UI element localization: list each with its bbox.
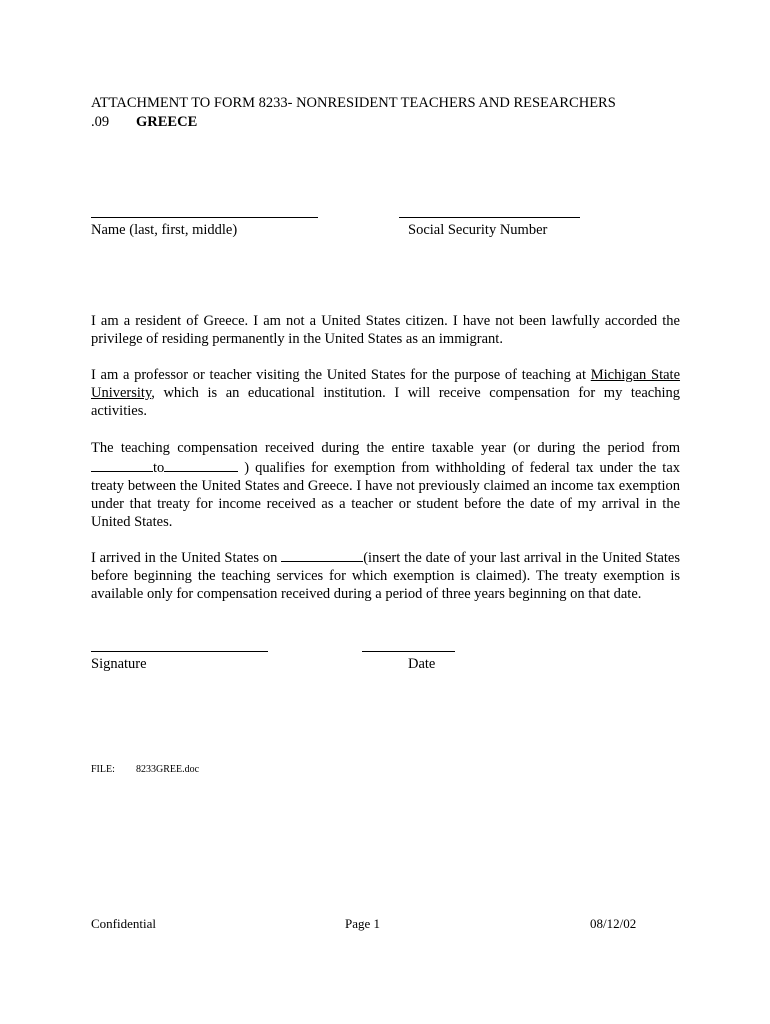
- teaching-paragraph-end: , which is an educational institution. I will receive compensation for my teaching activities.: [91, 385, 680, 419]
- name-field-label: Name (last, first, middle): [91, 222, 238, 238]
- residency-paragraph: I am a resident of Greece. I am not a United States citizen. I have not been lawfully accorded the privilege of residing permanently in the United States as an immigrant.: [91, 313, 680, 347]
- period-from-blank[interactable]: [91, 457, 153, 472]
- period-to-blank[interactable]: [164, 457, 238, 472]
- ssn-field-line[interactable]: [399, 217, 580, 218]
- article-number: .09: [91, 114, 110, 130]
- arrival-paragraph: [91, 547, 680, 603]
- name-field-line[interactable]: [91, 217, 318, 218]
- signature-label: Signature: [91, 656, 147, 672]
- arrival-paragraph-end: (insert the date of your last arrival in the United States before beginning the teaching services for which exemption is claimed). The treaty exemption is available only for compensation received during a period of three years beginning on that date.: [91, 550, 681, 602]
- footer-confidential: Confidential: [91, 916, 156, 931]
- arrival-paragraph-start: I arrived in the United States on: [91, 550, 278, 566]
- compensation-paragraph-end: ) qualifies for exemption from withholding of federal tax under the tax treaty between the United States and Greece. I have not previously claimed an income tax exemption under that treaty for income received as a teacher or student before the date of my arrival in the United States.: [91, 460, 681, 530]
- date-line[interactable]: [362, 651, 455, 652]
- arrival-date-blank[interactable]: [281, 547, 363, 562]
- teaching-paragraph-start: I am a professor or teacher visiting the United States for the purpose of teaching at: [91, 367, 587, 383]
- form-title: ATTACHMENT TO FORM 8233- NONRESIDENT TEACHERS AND RESEARCHERS: [91, 95, 616, 111]
- signature-line[interactable]: [91, 651, 268, 652]
- institution-name: Michigan State University: [91, 367, 681, 401]
- compensation-paragraph-start: The teaching compensation received during the entire taxable year (or during the period from: [91, 440, 680, 456]
- file-label: FILE:: [91, 764, 115, 775]
- country-heading: GREECE: [136, 114, 198, 130]
- file-name: 8233GREE.doc: [136, 764, 200, 775]
- teaching-paragraph: [91, 366, 680, 420]
- footer-date: 08/12/02: [590, 916, 637, 931]
- ssn-field-label: Social Security Number: [408, 222, 548, 238]
- period-to-text: to: [153, 460, 165, 476]
- compensation-paragraph: [91, 439, 680, 531]
- date-label: Date: [408, 656, 436, 672]
- footer-page-number: Page 1: [345, 916, 381, 931]
